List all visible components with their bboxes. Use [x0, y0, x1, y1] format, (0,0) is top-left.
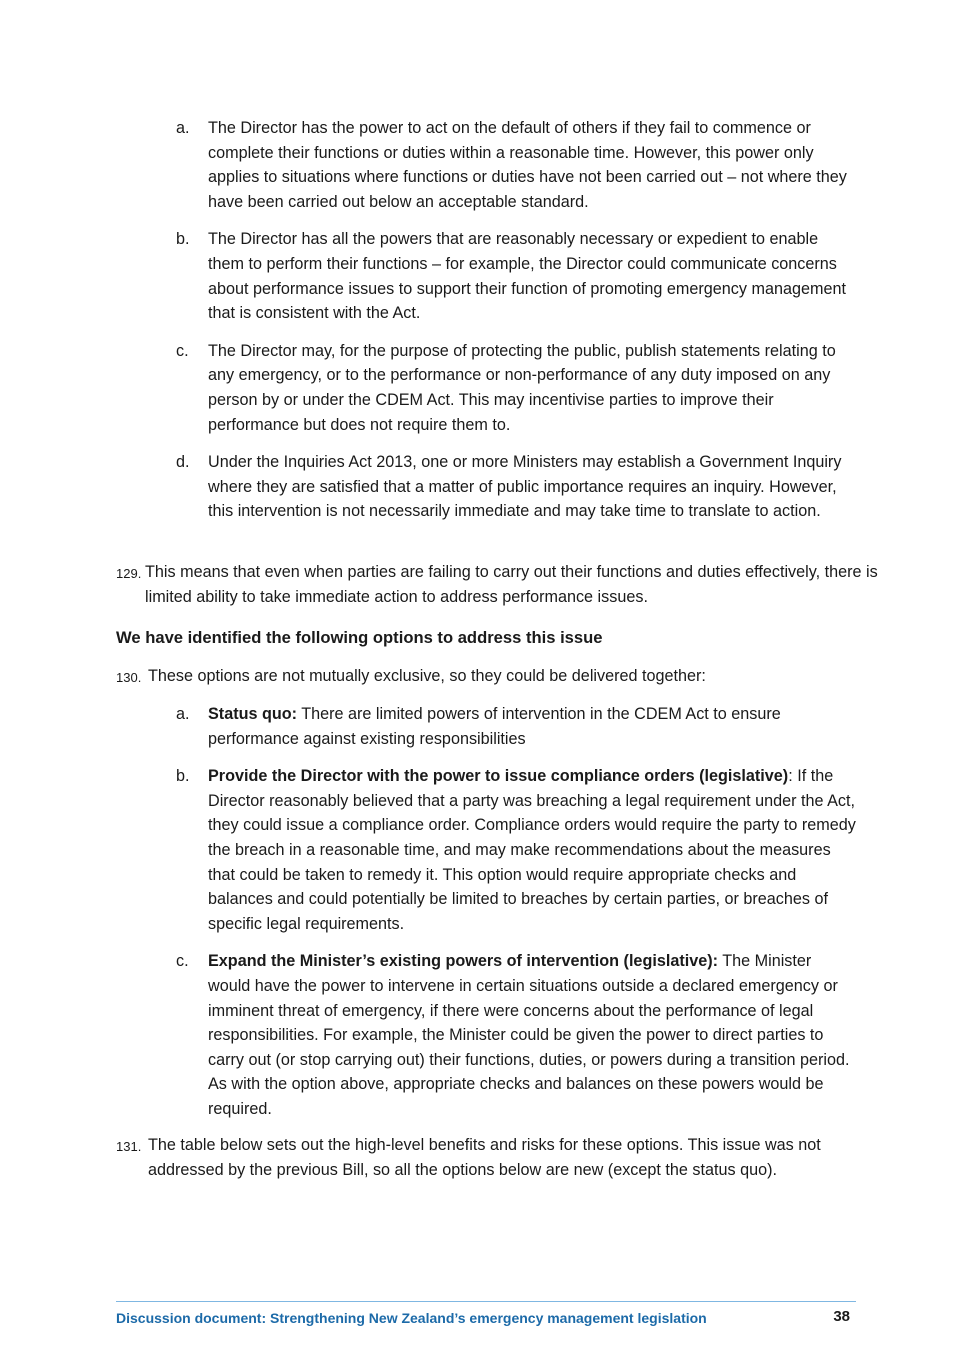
paragraph-number: 129. [116, 566, 142, 581]
list-item [176, 702, 856, 751]
option-title: Expand the Minister’s existing powers of intervention (legislative): [208, 952, 719, 971]
list-marker: b. [176, 230, 190, 249]
list-item-text: The Director may, for the purpose of protecting the public, publish statements relating to any emergency, or to the performance or non-performance of any duty imposed on any person by or under the CDEM Act. This may incentivise parties to improve their performance but does not require them to. [208, 341, 836, 434]
paragraph-number: 131. [116, 1139, 142, 1154]
option-text: : If the Director reasonably believed that a party was breaching a legal requirement under the Act, they could issue a compliance order. Compliance orders would require the party to remedy the breach in a reasonable time, and may make recommendations about the measures that could be taken to remedy it. This option would require appropriate checks and balances and could potentially be limited to breaches by certain parties, or breaches of specific legal requirements. [208, 767, 856, 933]
option-text: The Minister would have the power to intervene in certain situations outside a declared emergency or imminent threat of emergency, if there were concerns about the performance of legal responsibilities. For example, the Minister could be given the power to direct parties to carry out (or stop carrying out) their functions, duties, or powers during a transition period. As with the option above, appropriate checks and balances on these powers would be required. [208, 952, 850, 1118]
paragraph-131 [116, 1133, 888, 1182]
option-text: There are limited powers of intervention in the CDEM Act to ensure performance against existing responsibilities [208, 705, 781, 748]
list-item [176, 450, 856, 524]
list-marker: d. [176, 453, 190, 472]
list-marker: c. [176, 952, 189, 971]
footer-divider [116, 1301, 856, 1302]
list-item-text: The Director has all the powers that are reasonably necessary or expedient to enable them to perform their functions – for example, the Director could communicate concerns about performance issues to support their function of promoting emergency management that is consistent with the Act. [208, 230, 846, 323]
paragraph-130 [116, 664, 888, 689]
paragraph-129 [116, 560, 885, 609]
list-item [176, 116, 856, 214]
paragraph-number: 130. [116, 670, 142, 685]
list-marker: c. [176, 341, 189, 360]
list-marker: a. [176, 119, 190, 137]
list-item-text: Under the Inquiries Act 2013, one or more Ministers may establish a Government Inquiry where they are satisfied that a matter of public importance requires an inquiry. However, this intervention is not necessarily immediate and may take time to translate to action. [208, 453, 842, 521]
options-list [176, 702, 856, 1122]
list-item-text: The Director has the power to act on the default of others if they fail to commence or complete their functions or duties within a reasonable time. However, this power only applies to situations where functions or duties have not been carried out – not where they have been carried out below an acceptable standard. [208, 119, 847, 211]
list-item [176, 339, 856, 437]
section-heading: We have identified the following options to address this issue [116, 628, 603, 647]
intervention-list [176, 116, 856, 524]
list-item [176, 227, 856, 325]
footer-document-title: Discussion document: Strengthening New Zealand’s emergency management legislation [116, 1310, 707, 1326]
page-number: 38 [833, 1308, 850, 1325]
paragraph-text: The table below sets out the high-level benefits and risks for these options. This issue was not addressed by the previous Bill, so all the options below are new (except the status quo). [148, 1136, 821, 1179]
paragraph-text: These options are not mutually exclusive, so they could be delivered together: [148, 667, 706, 685]
paragraph-text: This means that even when parties are failing to carry out their functions and duties effectively, there is limited ability to take immediate action to address performance issues. [145, 563, 878, 606]
list-item [176, 949, 856, 1121]
option-title: Provide the Director with the power to issue compliance orders (legislative) [208, 767, 789, 786]
list-marker: b. [176, 767, 190, 786]
list-item [176, 764, 856, 936]
option-title: Status quo: [208, 705, 298, 723]
list-marker: a. [176, 705, 190, 723]
